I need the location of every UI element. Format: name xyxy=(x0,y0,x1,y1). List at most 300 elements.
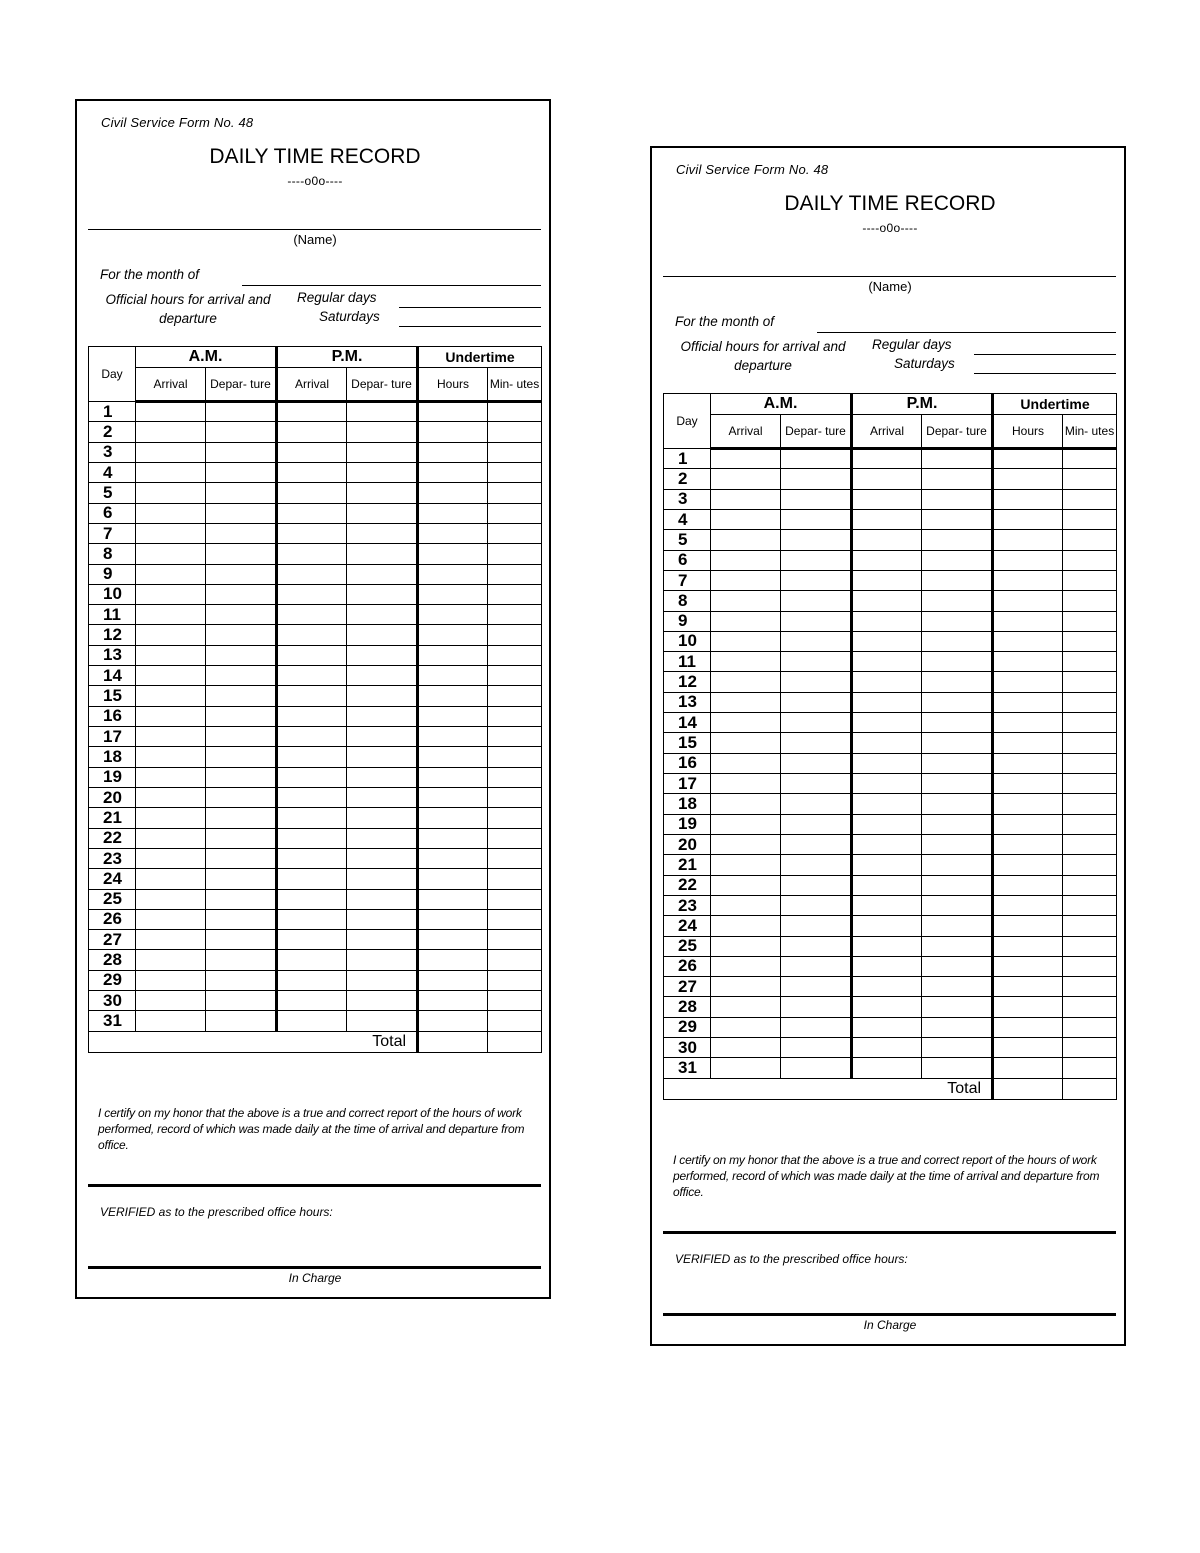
pm-departure-cell[interactable] xyxy=(922,1038,993,1058)
am-arrival-cell[interactable] xyxy=(136,706,206,726)
pm-departure-cell[interactable] xyxy=(922,834,993,854)
am-departure-cell[interactable] xyxy=(781,936,852,956)
am-departure-cell[interactable] xyxy=(206,625,277,645)
am-departure-cell[interactable] xyxy=(781,550,852,570)
pm-departure-cell[interactable] xyxy=(922,895,993,915)
pm-departure-cell[interactable] xyxy=(347,787,418,807)
employee-signature-line[interactable] xyxy=(88,1184,541,1187)
undertime-hours-cell[interactable] xyxy=(418,828,488,848)
am-arrival-cell[interactable] xyxy=(711,489,781,509)
pm-departure-cell[interactable] xyxy=(347,889,418,909)
pm-departure-cell[interactable] xyxy=(922,1058,993,1078)
am-departure-cell[interactable] xyxy=(206,706,277,726)
saturdays-field-line[interactable] xyxy=(399,326,541,327)
total-minutes-cell[interactable] xyxy=(1063,1078,1117,1099)
undertime-hours-cell[interactable] xyxy=(993,631,1063,651)
pm-arrival-cell[interactable] xyxy=(277,584,347,604)
pm-departure-cell[interactable] xyxy=(922,916,993,936)
pm-arrival-cell[interactable] xyxy=(852,550,922,570)
am-departure-cell[interactable] xyxy=(206,869,277,889)
pm-arrival-cell[interactable] xyxy=(277,889,347,909)
am-arrival-cell[interactable] xyxy=(711,733,781,753)
am-arrival-cell[interactable] xyxy=(136,605,206,625)
am-departure-cell[interactable] xyxy=(206,1011,277,1031)
pm-departure-cell[interactable] xyxy=(922,469,993,489)
undertime-hours-cell[interactable] xyxy=(418,442,488,462)
am-arrival-cell[interactable] xyxy=(711,855,781,875)
regular-days-field-line[interactable] xyxy=(399,307,541,308)
am-departure-cell[interactable] xyxy=(206,462,277,482)
undertime-minutes-cell[interactable] xyxy=(1063,977,1117,997)
am-departure-cell[interactable] xyxy=(781,814,852,834)
am-departure-cell[interactable] xyxy=(206,686,277,706)
am-arrival-cell[interactable] xyxy=(711,631,781,651)
am-arrival-cell[interactable] xyxy=(136,544,206,564)
undertime-hours-cell[interactable] xyxy=(993,895,1063,915)
am-arrival-cell[interactable] xyxy=(136,462,206,482)
am-departure-cell[interactable] xyxy=(781,652,852,672)
regular-days-field-line[interactable] xyxy=(974,354,1116,355)
am-arrival-cell[interactable] xyxy=(711,936,781,956)
pm-departure-cell[interactable] xyxy=(922,509,993,529)
pm-departure-cell[interactable] xyxy=(922,936,993,956)
pm-departure-cell[interactable] xyxy=(922,814,993,834)
undertime-minutes-cell[interactable] xyxy=(488,991,542,1011)
pm-arrival-cell[interactable] xyxy=(277,727,347,747)
undertime-hours-cell[interactable] xyxy=(993,794,1063,814)
pm-departure-cell[interactable] xyxy=(347,991,418,1011)
undertime-hours-cell[interactable] xyxy=(993,956,1063,976)
undertime-minutes-cell[interactable] xyxy=(1063,794,1117,814)
am-arrival-cell[interactable] xyxy=(136,747,206,767)
pm-departure-cell[interactable] xyxy=(922,753,993,773)
am-arrival-cell[interactable] xyxy=(711,1038,781,1058)
undertime-hours-cell[interactable] xyxy=(993,774,1063,794)
am-arrival-cell[interactable] xyxy=(711,895,781,915)
am-departure-cell[interactable] xyxy=(206,523,277,543)
undertime-minutes-cell[interactable] xyxy=(1063,1038,1117,1058)
undertime-minutes-cell[interactable] xyxy=(1063,530,1117,550)
am-arrival-cell[interactable] xyxy=(711,611,781,631)
undertime-hours-cell[interactable] xyxy=(993,916,1063,936)
undertime-minutes-cell[interactable] xyxy=(488,686,542,706)
pm-arrival-cell[interactable] xyxy=(277,503,347,523)
am-departure-cell[interactable] xyxy=(206,483,277,503)
am-arrival-cell[interactable] xyxy=(136,991,206,1011)
undertime-hours-cell[interactable] xyxy=(418,909,488,929)
am-arrival-cell[interactable] xyxy=(711,449,781,469)
am-arrival-cell[interactable] xyxy=(711,652,781,672)
pm-departure-cell[interactable] xyxy=(347,422,418,442)
undertime-minutes-cell[interactable] xyxy=(488,970,542,990)
undertime-minutes-cell[interactable] xyxy=(1063,997,1117,1017)
am-departure-cell[interactable] xyxy=(206,767,277,787)
undertime-minutes-cell[interactable] xyxy=(1063,713,1117,733)
total-hours-cell[interactable] xyxy=(418,1031,488,1052)
pm-arrival-cell[interactable] xyxy=(852,652,922,672)
pm-departure-cell[interactable] xyxy=(922,875,993,895)
am-departure-cell[interactable] xyxy=(206,442,277,462)
undertime-hours-cell[interactable] xyxy=(418,686,488,706)
pm-departure-cell[interactable] xyxy=(347,970,418,990)
pm-arrival-cell[interactable] xyxy=(277,422,347,442)
am-departure-cell[interactable] xyxy=(206,991,277,1011)
am-departure-cell[interactable] xyxy=(206,808,277,828)
pm-arrival-cell[interactable] xyxy=(277,402,347,422)
am-departure-cell[interactable] xyxy=(206,645,277,665)
saturdays-field-line[interactable] xyxy=(974,373,1116,374)
pm-departure-cell[interactable] xyxy=(347,909,418,929)
am-arrival-cell[interactable] xyxy=(136,523,206,543)
am-arrival-cell[interactable] xyxy=(711,916,781,936)
pm-departure-cell[interactable] xyxy=(922,611,993,631)
undertime-minutes-cell[interactable] xyxy=(488,950,542,970)
undertime-hours-cell[interactable] xyxy=(418,889,488,909)
pm-departure-cell[interactable] xyxy=(922,672,993,692)
pm-departure-cell[interactable] xyxy=(347,747,418,767)
undertime-minutes-cell[interactable] xyxy=(1063,672,1117,692)
undertime-minutes-cell[interactable] xyxy=(488,625,542,645)
undertime-hours-cell[interactable] xyxy=(418,564,488,584)
pm-arrival-cell[interactable] xyxy=(852,713,922,733)
am-arrival-cell[interactable] xyxy=(711,814,781,834)
undertime-minutes-cell[interactable] xyxy=(1063,855,1117,875)
undertime-hours-cell[interactable] xyxy=(418,787,488,807)
am-arrival-cell[interactable] xyxy=(136,666,206,686)
undertime-minutes-cell[interactable] xyxy=(488,909,542,929)
undertime-minutes-cell[interactable] xyxy=(1063,875,1117,895)
undertime-hours-cell[interactable] xyxy=(418,422,488,442)
pm-departure-cell[interactable] xyxy=(347,625,418,645)
undertime-hours-cell[interactable] xyxy=(993,936,1063,956)
pm-arrival-cell[interactable] xyxy=(277,767,347,787)
am-arrival-cell[interactable] xyxy=(711,794,781,814)
undertime-minutes-cell[interactable] xyxy=(1063,1058,1117,1078)
pm-departure-cell[interactable] xyxy=(347,686,418,706)
pm-departure-cell[interactable] xyxy=(347,523,418,543)
am-arrival-cell[interactable] xyxy=(711,1058,781,1078)
undertime-minutes-cell[interactable] xyxy=(1063,692,1117,712)
undertime-minutes-cell[interactable] xyxy=(1063,611,1117,631)
am-arrival-cell[interactable] xyxy=(136,787,206,807)
pm-arrival-cell[interactable] xyxy=(852,916,922,936)
undertime-minutes-cell[interactable] xyxy=(488,889,542,909)
am-departure-cell[interactable] xyxy=(781,997,852,1017)
undertime-hours-cell[interactable] xyxy=(418,462,488,482)
undertime-minutes-cell[interactable] xyxy=(488,848,542,868)
undertime-hours-cell[interactable] xyxy=(418,483,488,503)
am-arrival-cell[interactable] xyxy=(136,727,206,747)
pm-arrival-cell[interactable] xyxy=(277,605,347,625)
pm-arrival-cell[interactable] xyxy=(852,489,922,509)
pm-arrival-cell[interactable] xyxy=(277,483,347,503)
undertime-hours-cell[interactable] xyxy=(418,706,488,726)
am-arrival-cell[interactable] xyxy=(136,828,206,848)
undertime-minutes-cell[interactable] xyxy=(488,544,542,564)
am-departure-cell[interactable] xyxy=(781,1038,852,1058)
pm-departure-cell[interactable] xyxy=(922,733,993,753)
pm-arrival-cell[interactable] xyxy=(852,936,922,956)
pm-arrival-cell[interactable] xyxy=(852,1017,922,1037)
pm-arrival-cell[interactable] xyxy=(852,692,922,712)
undertime-hours-cell[interactable] xyxy=(418,666,488,686)
undertime-hours-cell[interactable] xyxy=(418,605,488,625)
pm-departure-cell[interactable] xyxy=(922,550,993,570)
pm-arrival-cell[interactable] xyxy=(852,855,922,875)
undertime-minutes-cell[interactable] xyxy=(488,787,542,807)
pm-arrival-cell[interactable] xyxy=(852,449,922,469)
pm-arrival-cell[interactable] xyxy=(277,645,347,665)
pm-arrival-cell[interactable] xyxy=(852,530,922,550)
am-arrival-cell[interactable] xyxy=(136,686,206,706)
undertime-minutes-cell[interactable] xyxy=(488,706,542,726)
undertime-minutes-cell[interactable] xyxy=(488,402,542,422)
pm-departure-cell[interactable] xyxy=(347,930,418,950)
undertime-minutes-cell[interactable] xyxy=(488,462,542,482)
pm-arrival-cell[interactable] xyxy=(277,625,347,645)
pm-departure-cell[interactable] xyxy=(922,591,993,611)
undertime-hours-cell[interactable] xyxy=(993,591,1063,611)
am-departure-cell[interactable] xyxy=(781,570,852,590)
undertime-minutes-cell[interactable] xyxy=(488,442,542,462)
pm-arrival-cell[interactable] xyxy=(852,1058,922,1078)
am-departure-cell[interactable] xyxy=(781,794,852,814)
am-departure-cell[interactable] xyxy=(781,895,852,915)
am-arrival-cell[interactable] xyxy=(136,584,206,604)
am-departure-cell[interactable] xyxy=(781,692,852,712)
am-departure-cell[interactable] xyxy=(781,631,852,651)
pm-arrival-cell[interactable] xyxy=(277,523,347,543)
undertime-minutes-cell[interactable] xyxy=(488,767,542,787)
undertime-hours-cell[interactable] xyxy=(993,449,1063,469)
pm-departure-cell[interactable] xyxy=(922,774,993,794)
am-arrival-cell[interactable] xyxy=(136,503,206,523)
am-departure-cell[interactable] xyxy=(206,666,277,686)
am-departure-cell[interactable] xyxy=(781,611,852,631)
am-departure-cell[interactable] xyxy=(781,753,852,773)
undertime-minutes-cell[interactable] xyxy=(1063,916,1117,936)
am-arrival-cell[interactable] xyxy=(136,808,206,828)
undertime-minutes-cell[interactable] xyxy=(488,727,542,747)
am-arrival-cell[interactable] xyxy=(136,869,206,889)
am-departure-cell[interactable] xyxy=(781,855,852,875)
pm-arrival-cell[interactable] xyxy=(277,808,347,828)
undertime-minutes-cell[interactable] xyxy=(1063,489,1117,509)
am-departure-cell[interactable] xyxy=(206,544,277,564)
undertime-hours-cell[interactable] xyxy=(993,875,1063,895)
undertime-minutes-cell[interactable] xyxy=(1063,1017,1117,1037)
undertime-hours-cell[interactable] xyxy=(993,672,1063,692)
am-departure-cell[interactable] xyxy=(781,713,852,733)
undertime-minutes-cell[interactable] xyxy=(1063,895,1117,915)
am-arrival-cell[interactable] xyxy=(136,950,206,970)
pm-departure-cell[interactable] xyxy=(347,584,418,604)
undertime-hours-cell[interactable] xyxy=(418,625,488,645)
pm-arrival-cell[interactable] xyxy=(852,895,922,915)
pm-departure-cell[interactable] xyxy=(922,855,993,875)
pm-departure-cell[interactable] xyxy=(347,605,418,625)
am-arrival-cell[interactable] xyxy=(136,625,206,645)
undertime-minutes-cell[interactable] xyxy=(488,869,542,889)
undertime-minutes-cell[interactable] xyxy=(488,483,542,503)
undertime-minutes-cell[interactable] xyxy=(488,584,542,604)
undertime-hours-cell[interactable] xyxy=(418,767,488,787)
undertime-hours-cell[interactable] xyxy=(993,489,1063,509)
undertime-hours-cell[interactable] xyxy=(418,523,488,543)
am-arrival-cell[interactable] xyxy=(136,909,206,929)
am-arrival-cell[interactable] xyxy=(711,692,781,712)
am-departure-cell[interactable] xyxy=(206,747,277,767)
pm-arrival-cell[interactable] xyxy=(852,469,922,489)
undertime-hours-cell[interactable] xyxy=(418,584,488,604)
am-arrival-cell[interactable] xyxy=(711,591,781,611)
undertime-minutes-cell[interactable] xyxy=(488,828,542,848)
am-arrival-cell[interactable] xyxy=(711,977,781,997)
undertime-hours-cell[interactable] xyxy=(418,869,488,889)
pm-departure-cell[interactable] xyxy=(347,727,418,747)
am-departure-cell[interactable] xyxy=(206,422,277,442)
am-departure-cell[interactable] xyxy=(781,733,852,753)
pm-arrival-cell[interactable] xyxy=(852,834,922,854)
undertime-minutes-cell[interactable] xyxy=(1063,550,1117,570)
undertime-minutes-cell[interactable] xyxy=(488,1011,542,1031)
month-field-line[interactable] xyxy=(242,285,541,286)
undertime-hours-cell[interactable] xyxy=(993,1017,1063,1037)
pm-arrival-cell[interactable] xyxy=(852,977,922,997)
am-arrival-cell[interactable] xyxy=(711,509,781,529)
pm-departure-cell[interactable] xyxy=(347,706,418,726)
pm-arrival-cell[interactable] xyxy=(852,672,922,692)
undertime-hours-cell[interactable] xyxy=(418,991,488,1011)
undertime-hours-cell[interactable] xyxy=(993,753,1063,773)
pm-departure-cell[interactable] xyxy=(922,692,993,712)
undertime-minutes-cell[interactable] xyxy=(1063,449,1117,469)
pm-arrival-cell[interactable] xyxy=(852,814,922,834)
undertime-hours-cell[interactable] xyxy=(418,848,488,868)
pm-departure-cell[interactable] xyxy=(347,442,418,462)
am-departure-cell[interactable] xyxy=(206,950,277,970)
undertime-hours-cell[interactable] xyxy=(993,469,1063,489)
pm-arrival-cell[interactable] xyxy=(277,747,347,767)
pm-departure-cell[interactable] xyxy=(347,1011,418,1031)
pm-departure-cell[interactable] xyxy=(922,652,993,672)
pm-departure-cell[interactable] xyxy=(347,848,418,868)
pm-departure-cell[interactable] xyxy=(347,483,418,503)
pm-arrival-cell[interactable] xyxy=(277,930,347,950)
undertime-hours-cell[interactable] xyxy=(418,727,488,747)
am-arrival-cell[interactable] xyxy=(136,1011,206,1031)
pm-arrival-cell[interactable] xyxy=(277,970,347,990)
total-hours-cell[interactable] xyxy=(993,1078,1063,1099)
undertime-hours-cell[interactable] xyxy=(418,402,488,422)
undertime-minutes-cell[interactable] xyxy=(1063,469,1117,489)
pm-arrival-cell[interactable] xyxy=(852,591,922,611)
pm-arrival-cell[interactable] xyxy=(277,462,347,482)
am-departure-cell[interactable] xyxy=(781,469,852,489)
undertime-hours-cell[interactable] xyxy=(993,855,1063,875)
undertime-hours-cell[interactable] xyxy=(418,930,488,950)
pm-arrival-cell[interactable] xyxy=(852,1038,922,1058)
pm-arrival-cell[interactable] xyxy=(277,869,347,889)
am-departure-cell[interactable] xyxy=(781,875,852,895)
pm-departure-cell[interactable] xyxy=(922,997,993,1017)
pm-arrival-cell[interactable] xyxy=(277,706,347,726)
am-arrival-cell[interactable] xyxy=(136,930,206,950)
undertime-hours-cell[interactable] xyxy=(418,503,488,523)
undertime-hours-cell[interactable] xyxy=(418,1011,488,1031)
pm-departure-cell[interactable] xyxy=(347,869,418,889)
pm-arrival-cell[interactable] xyxy=(852,997,922,1017)
am-departure-cell[interactable] xyxy=(781,977,852,997)
employee-signature-line[interactable] xyxy=(663,1231,1116,1234)
undertime-hours-cell[interactable] xyxy=(418,747,488,767)
pm-departure-cell[interactable] xyxy=(347,828,418,848)
pm-departure-cell[interactable] xyxy=(922,713,993,733)
pm-arrival-cell[interactable] xyxy=(852,570,922,590)
pm-departure-cell[interactable] xyxy=(347,402,418,422)
pm-arrival-cell[interactable] xyxy=(277,544,347,564)
undertime-hours-cell[interactable] xyxy=(993,1058,1063,1078)
undertime-minutes-cell[interactable] xyxy=(488,605,542,625)
pm-arrival-cell[interactable] xyxy=(852,753,922,773)
name-field-line[interactable] xyxy=(663,276,1116,277)
pm-departure-cell[interactable] xyxy=(347,462,418,482)
am-departure-cell[interactable] xyxy=(206,584,277,604)
pm-arrival-cell[interactable] xyxy=(277,1011,347,1031)
undertime-minutes-cell[interactable] xyxy=(1063,733,1117,753)
am-departure-cell[interactable] xyxy=(206,564,277,584)
undertime-minutes-cell[interactable] xyxy=(488,503,542,523)
pm-departure-cell[interactable] xyxy=(922,631,993,651)
pm-departure-cell[interactable] xyxy=(347,564,418,584)
in-charge-signature-line[interactable] xyxy=(88,1266,541,1269)
undertime-minutes-cell[interactable] xyxy=(488,523,542,543)
am-departure-cell[interactable] xyxy=(781,774,852,794)
undertime-hours-cell[interactable] xyxy=(418,645,488,665)
pm-arrival-cell[interactable] xyxy=(852,733,922,753)
am-departure-cell[interactable] xyxy=(781,834,852,854)
am-departure-cell[interactable] xyxy=(206,930,277,950)
pm-departure-cell[interactable] xyxy=(922,956,993,976)
pm-arrival-cell[interactable] xyxy=(277,666,347,686)
pm-arrival-cell[interactable] xyxy=(277,848,347,868)
in-charge-signature-line[interactable] xyxy=(663,1313,1116,1316)
pm-arrival-cell[interactable] xyxy=(277,442,347,462)
undertime-hours-cell[interactable] xyxy=(993,814,1063,834)
am-departure-cell[interactable] xyxy=(781,1058,852,1078)
undertime-minutes-cell[interactable] xyxy=(1063,753,1117,773)
pm-arrival-cell[interactable] xyxy=(277,686,347,706)
am-departure-cell[interactable] xyxy=(206,402,277,422)
undertime-minutes-cell[interactable] xyxy=(1063,570,1117,590)
am-arrival-cell[interactable] xyxy=(136,645,206,665)
am-departure-cell[interactable] xyxy=(206,787,277,807)
undertime-hours-cell[interactable] xyxy=(418,950,488,970)
undertime-hours-cell[interactable] xyxy=(993,692,1063,712)
undertime-minutes-cell[interactable] xyxy=(1063,631,1117,651)
am-departure-cell[interactable] xyxy=(206,727,277,747)
am-departure-cell[interactable] xyxy=(781,916,852,936)
pm-departure-cell[interactable] xyxy=(922,977,993,997)
undertime-hours-cell[interactable] xyxy=(993,713,1063,733)
am-arrival-cell[interactable] xyxy=(711,834,781,854)
am-arrival-cell[interactable] xyxy=(711,570,781,590)
undertime-hours-cell[interactable] xyxy=(993,550,1063,570)
undertime-hours-cell[interactable] xyxy=(993,652,1063,672)
am-departure-cell[interactable] xyxy=(781,1017,852,1037)
undertime-hours-cell[interactable] xyxy=(993,530,1063,550)
am-arrival-cell[interactable] xyxy=(711,530,781,550)
